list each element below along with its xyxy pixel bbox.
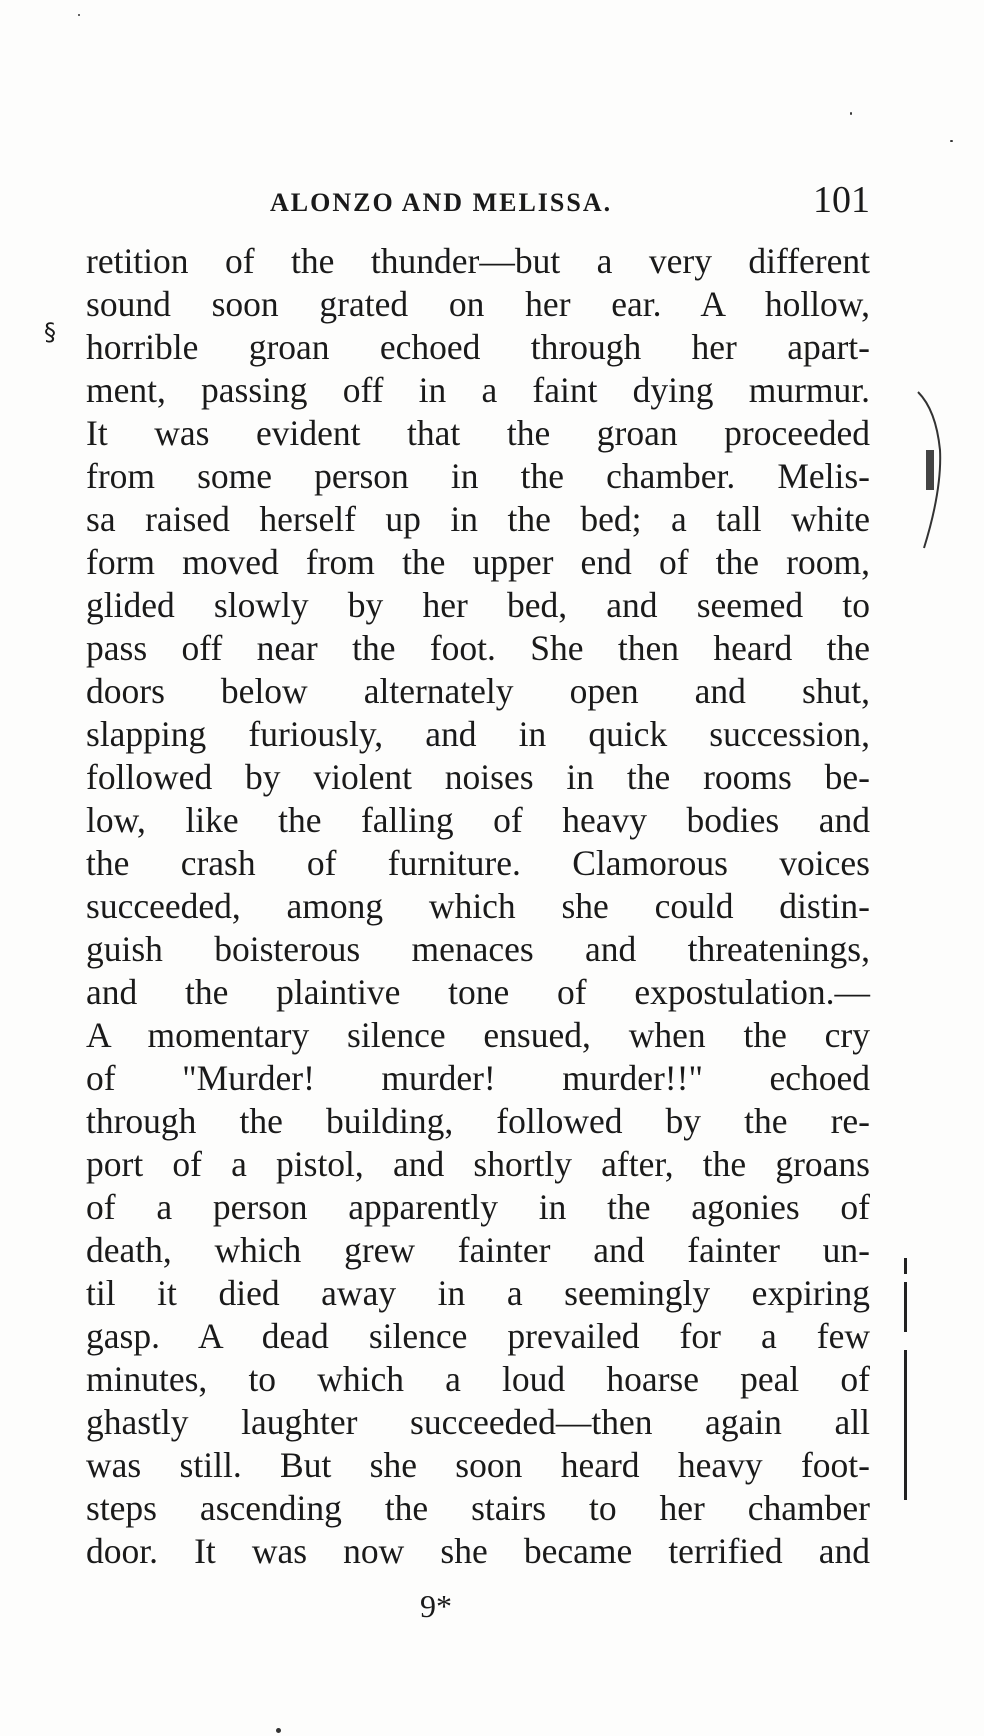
text-line: guish boisterous menaces and threatenings, [86, 929, 870, 969]
signature-mark: 9* [420, 1588, 452, 1624]
text-line: through the building, followed by the re- [86, 1101, 870, 1141]
speck [78, 14, 80, 16]
text-line: minutes, to which a loud hoarse peal of [86, 1359, 870, 1399]
text-line: glided slowly by her bed, and seemed to [86, 585, 870, 625]
margin-rule [904, 1282, 907, 1332]
text-line: port of a pistol, and shortly after, the groans [86, 1144, 870, 1184]
margin-rule [904, 1350, 907, 1500]
text-line: and the plaintive tone of expostulation.— [86, 972, 870, 1012]
margin-rule [904, 1258, 907, 1274]
text-line: It was evident that the groan proceeded [86, 413, 870, 453]
text-line: A momentary silence ensued, when the cry [86, 1015, 870, 1055]
text-line: of a person apparently in the agonies of [86, 1187, 870, 1227]
text-line: door. It was now she became terrified and [86, 1531, 870, 1571]
page-number: 101 [813, 179, 870, 221]
text-line: low, like the falling of heavy bodies and [86, 800, 870, 840]
text-line: death, which grew fainter and fainter un- [86, 1230, 870, 1270]
text-line: sa raised herself up in the bed; a tall white [86, 499, 870, 539]
body-text [86, 240, 870, 1573]
text-line: horrible groan echoed through her apart- [86, 327, 870, 367]
text-line: the crash of furniture. Clamorous voices [86, 843, 870, 883]
text-line: retition of the thunder—but a very different [86, 241, 870, 281]
text-line: followed by violent noises in the rooms be- [86, 757, 870, 797]
text-line: ghastly laughter succeeded—then again all [86, 1402, 870, 1442]
speck [276, 1728, 281, 1733]
text-line: til it died away in a seemingly expiring [86, 1273, 870, 1313]
text-line: gasp. A dead silence prevailed for a few [86, 1316, 870, 1356]
text-line: from some person in the chamber. Melis- [86, 456, 870, 496]
text-line: steps ascending the stairs to her chamber [86, 1488, 870, 1528]
text-line: succeeded, among which she could distin- [86, 886, 870, 926]
text-line: form moved from the upper end of the room, [86, 542, 870, 582]
text-line: sound soon grated on her ear. A hollow, [86, 284, 870, 324]
text-line: pass off near the foot. She then heard the [86, 628, 870, 668]
speck [950, 140, 953, 142]
speck [850, 112, 852, 115]
running-head: ALONZO AND MELISSA. [270, 188, 613, 217]
text-line: slapping furiously, and in quick succession, [86, 714, 870, 754]
page-header [270, 178, 880, 228]
text-line: of "Murder! murder! murder!!" echoed [86, 1058, 870, 1098]
text-line: doors below alternately open and shut, [86, 671, 870, 711]
margin-bracket-icon [916, 390, 946, 550]
margin-stamp-icon: § [44, 318, 56, 346]
text-line: ment, passing off in a faint dying murmur. [86, 370, 870, 410]
text-line: was still. But she soon heard heavy foot- [86, 1445, 870, 1485]
